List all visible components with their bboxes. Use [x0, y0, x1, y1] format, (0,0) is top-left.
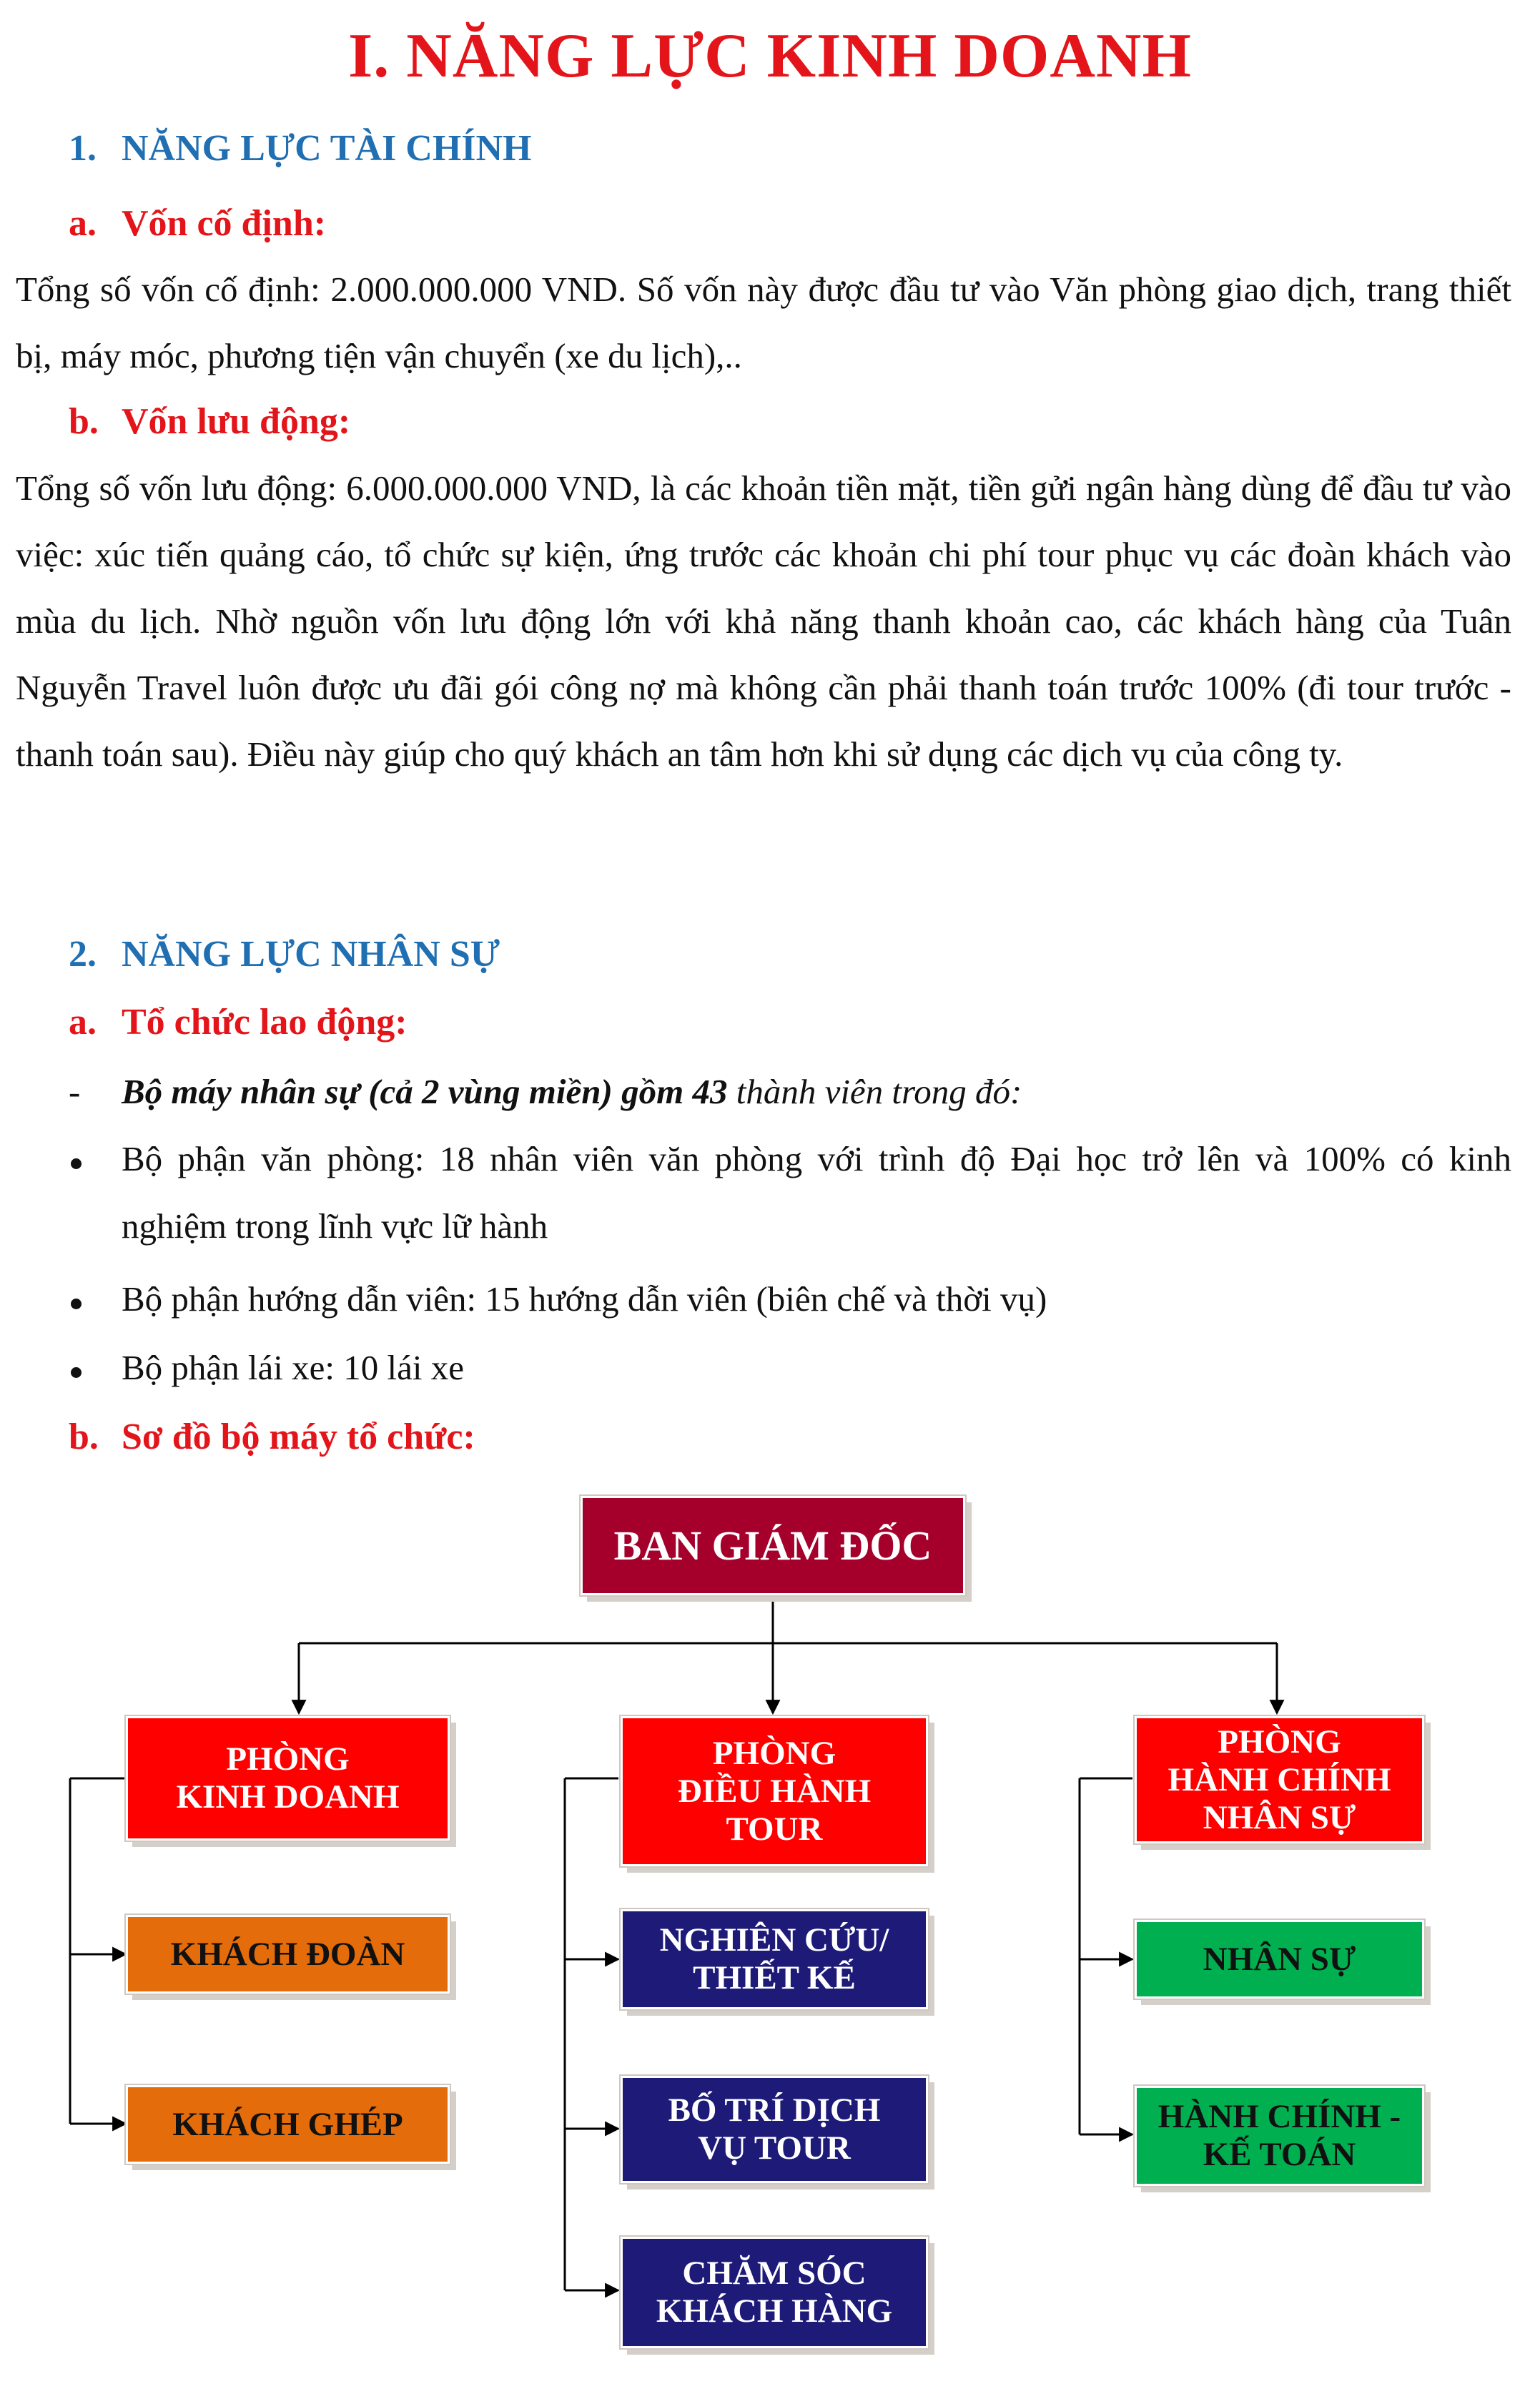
- fixed-capital-title: Vốn cố định:: [122, 203, 327, 244]
- org-box-label: BỐ TRÍ DỊCH: [668, 2092, 881, 2129]
- org-box-admin-accounting: [1135, 2086, 1424, 2186]
- org-box-label: HÀNH CHÍNH -: [1158, 2098, 1401, 2135]
- org-chart-label: b.: [69, 1417, 99, 1457]
- org-box-research-design: [621, 1909, 928, 2009]
- org-chart-title: Sơ đồ bộ máy tổ chức:: [122, 1417, 475, 1457]
- working-capital-title: Vốn lưu động:: [122, 401, 351, 442]
- org-box-label: KẾ TOÁN: [1203, 2136, 1356, 2173]
- bullet-office-continued: nghiệm trong lĩnh vực lữ hành: [122, 1206, 548, 1246]
- org-box-label: NGHIÊN CỨU/: [659, 1921, 889, 1959]
- org-box-board-of-directors: [581, 1496, 965, 1595]
- org-box-label: HÀNH CHÍNH: [1168, 1760, 1391, 1798]
- org-box-label: NHÂN SỰ: [1203, 1798, 1356, 1836]
- dash-marker: -: [69, 1072, 81, 1111]
- org-box-tour-operations-department: [621, 1716, 928, 1866]
- section-1-title: NĂNG LỰC TÀI CHÍNH: [122, 128, 532, 169]
- org-box-label: NHÂN SỰ: [1203, 1940, 1356, 1978]
- org-box-label: CHĂM SÓC: [682, 2255, 867, 2292]
- working-capital-text: Tổng số vốn lưu động: 6.000.000.000 VND, là các khoản tiền mặt, tiền gửi ngân hàng dùng để đầu tư vào việc: xúc tiến quảng cáo, tổ chức sự kiện, ứng trước các khoản chi phí tour phục vụ các đoàn khách vào mùa du lịch. Nhờ nguồn vốn lưu động lớn với khả năng thanh khoản cao, các khách hàng của Tuân Nguyễn Travel luôn được ưu đãi gói công nợ mà không cần phải thanh toán trước 100% (đi tour trước - thanh toán sau). Điều này giúp cho quý khách an tâm hơn khi sử dụng các dịch vụ của công ty.: [16, 468, 1511, 774]
- org-box-label: PHÒNG: [226, 1740, 350, 1778]
- org-box-label: THIẾT KẾ: [693, 1959, 856, 1996]
- org-box-tour-service-arrangement: [621, 2076, 928, 2183]
- bullet-office: Bộ phận văn phòng: 18 nhân viên văn phòng với trình độ Đại học trở lên và 100% có kinh: [122, 1139, 1511, 1178]
- org-box-label: TOUR: [726, 1810, 823, 1848]
- org-box-label: VỤ TOUR: [698, 2129, 851, 2167]
- org-box-label: KHÁCH HÀNG: [656, 2292, 893, 2330]
- staff-intro-rest: thành viên trong đó:: [727, 1072, 1022, 1111]
- org-box-group-customers: [126, 1915, 450, 1994]
- org-box-customer-care: [621, 2237, 928, 2348]
- bullet-guides: Bộ phận hướng dẫn viên: 15 hướng dẫn viên (biên chế và thời vụ): [122, 1279, 1047, 1319]
- org-box-label: ĐIỀU HÀNH: [677, 1772, 872, 1810]
- labor-organization-title: Tổ chức lao động:: [122, 1002, 408, 1043]
- fixed-capital-label: a.: [69, 203, 97, 244]
- org-box-label: KINH DOANH: [176, 1778, 400, 1816]
- working-capital-label: b.: [69, 401, 99, 442]
- section-2-number: 2.: [69, 934, 97, 975]
- org-box-label: BAN GIÁM ĐỐC: [613, 1522, 932, 1569]
- org-box-label: PHÒNG: [1218, 1723, 1341, 1760]
- org-box-label: KHÁCH ĐOÀN: [170, 1935, 405, 1973]
- section-2-title: NĂNG LỰC NHÂN SỰ: [122, 934, 500, 975]
- org-box-admin-hr-department: [1135, 1716, 1424, 1843]
- fixed-capital-text: Tổng số vốn cố định: 2.000.000.000 VND. Số vốn này được đầu tư vào Văn phòng giao dịch, trang thiết bị, máy móc, phương tiện vận chuyển (xe du lịch),..: [16, 270, 1511, 375]
- org-box-label: PHÒNG: [712, 1734, 836, 1772]
- bullet-drivers: Bộ phận lái xe: 10 lái xe: [122, 1348, 464, 1387]
- org-box-human-resources: [1135, 1920, 1424, 1999]
- page-title: I. NĂNG LỰC KINH DOANH: [348, 21, 1192, 91]
- org-box-sales-department: [126, 1716, 450, 1841]
- org-box-label: KHÁCH GHÉP: [172, 2105, 403, 2143]
- staff-intro-bold: Bộ máy nhân sự (cả 2 vùng miền) gồm 43: [122, 1072, 728, 1111]
- section-1-number: 1.: [69, 128, 97, 169]
- org-box-joined-customers: [126, 2085, 450, 2164]
- labor-organization-label: a.: [69, 1002, 97, 1043]
